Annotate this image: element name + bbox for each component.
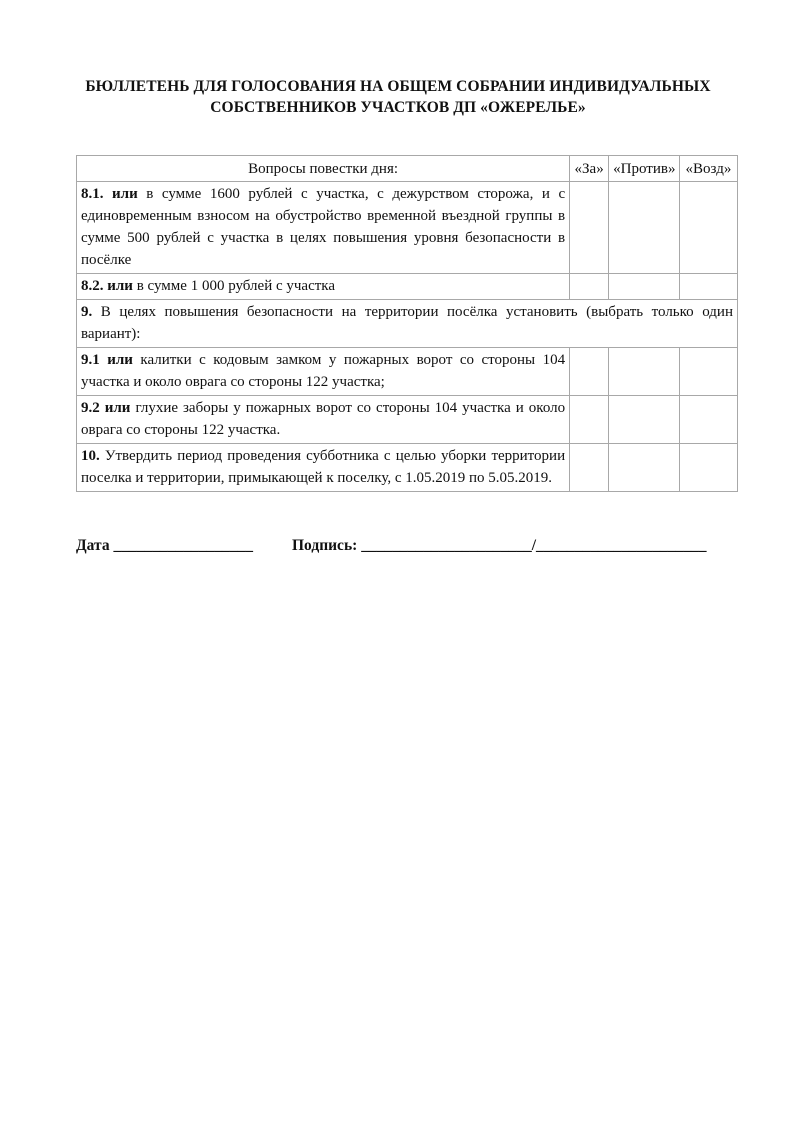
vote-for-cell[interactable] [570, 182, 609, 274]
ballot-title [60, 76, 736, 118]
question-10 [77, 444, 570, 492]
vote-abstain-cell[interactable] [679, 444, 737, 492]
table-row [77, 274, 738, 300]
vote-for-cell[interactable] [570, 274, 609, 300]
table-header-row [77, 156, 738, 182]
question-9 [77, 300, 738, 348]
table-row [77, 444, 738, 492]
question-text: в сумме 1 000 рублей с участка [132, 278, 336, 294]
vote-against-cell[interactable] [609, 348, 680, 396]
question-number: 10. [81, 448, 100, 464]
question-number: 9.1 или [81, 352, 133, 368]
date-line: __________________ [113, 537, 253, 554]
vote-against-cell[interactable] [609, 396, 680, 444]
question-text: Утвердить период проведения субботника с целью уборки территории поселка и территории, примыкающей к поселку, с 1.05.2019 по 5.05.2019. [81, 448, 566, 486]
vote-abstain-cell[interactable] [679, 274, 737, 300]
question-number: 9.2 или [81, 400, 131, 416]
vote-abstain-cell[interactable] [679, 182, 737, 274]
vote-against-cell[interactable] [609, 274, 680, 300]
vote-against-cell[interactable] [609, 444, 680, 492]
question-number: 9. [81, 304, 93, 320]
question-number: 8.2. или [81, 278, 133, 294]
signature-line: ______________________/______________________ [361, 537, 707, 554]
date-field[interactable] [76, 537, 253, 555]
vote-for-cell[interactable] [570, 348, 609, 396]
vote-for-cell[interactable] [570, 396, 609, 444]
question-text: калитки с кодовым замком у пожарных ворот со стороны 104 участка и около оврага со стороны 122 участка; [81, 352, 566, 390]
question-text: глухие заборы у пожарных ворот со стороны 104 участка и около оврага со стороны 122 участка. [81, 400, 566, 438]
vote-abstain-cell[interactable] [679, 348, 737, 396]
vote-abstain-cell[interactable] [679, 396, 737, 444]
question-9-2 [77, 396, 570, 444]
question-8-1 [77, 182, 570, 274]
signature-field[interactable] [292, 537, 707, 555]
header-against: «Против» [609, 156, 680, 182]
vote-for-cell[interactable] [570, 444, 609, 492]
header-abstain: «Возд» [679, 156, 737, 182]
title-line-1: БЮЛЛЕТЕНЬ ДЛЯ ГОЛОСОВАНИЯ НА ОБЩЕМ СОБРАНИИ ИНДИВИДУАЛЬНЫХ [85, 78, 711, 95]
question-text: в сумме 1600 рублей с участка, с дежурством сторожа, и с единовременным взносом на обустройство временной въездной группы в сумме 500 рублей с участка в целях повышения уровня безопасности в посёлке [81, 186, 566, 268]
header-questions: Вопросы повестки дня: [77, 156, 570, 182]
date-label: Дата [76, 537, 110, 554]
vote-against-cell[interactable] [609, 182, 680, 274]
question-number: 8.1. или [81, 186, 138, 202]
signature-label: Подпись: [292, 537, 358, 554]
header-for: «За» [570, 156, 609, 182]
table-row [77, 182, 738, 274]
question-8-2 [77, 274, 570, 300]
table-row [77, 396, 738, 444]
table-row [77, 348, 738, 396]
title-line-2: СОБСТВЕННИКОВ УЧАСТКОВ ДП «ОЖЕРЕЛЬЕ» [210, 99, 586, 116]
table-row [77, 300, 738, 348]
question-text: В целях повышения безопасности на территории посёлка установить (выбрать только один вариант): [81, 304, 733, 342]
question-9-1 [77, 348, 570, 396]
agenda-table [76, 155, 738, 492]
